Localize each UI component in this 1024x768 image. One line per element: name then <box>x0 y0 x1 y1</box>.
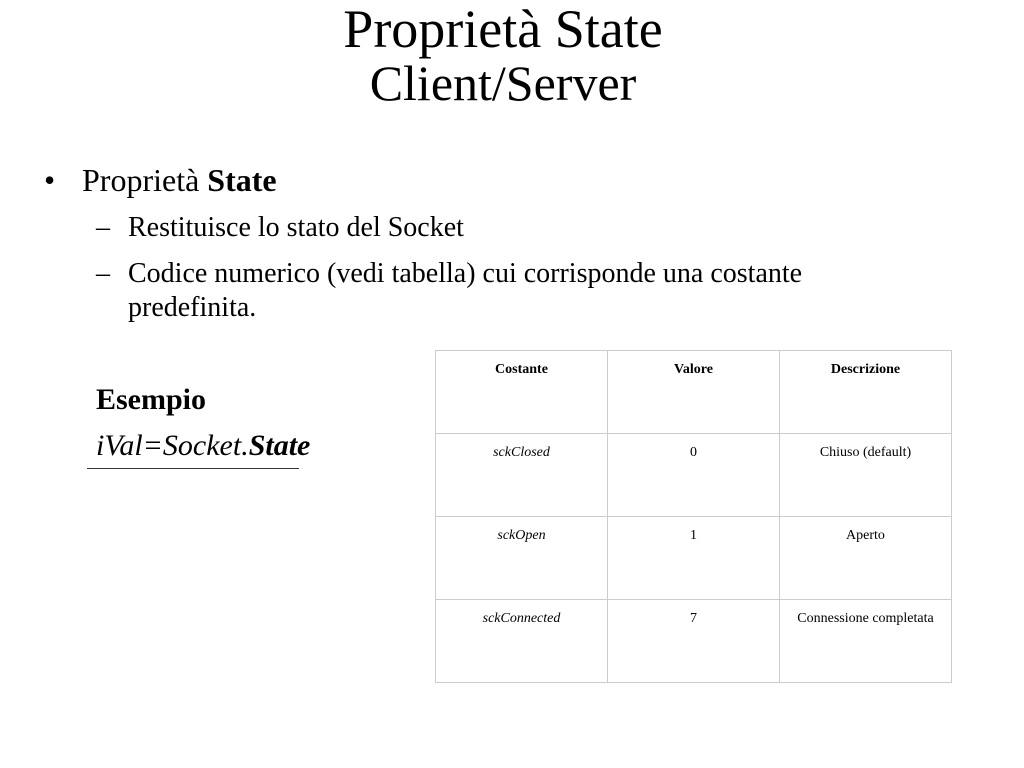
sub-item <box>96 257 868 325</box>
table-row <box>436 600 952 683</box>
table-row <box>436 517 952 600</box>
sub-item <box>96 211 868 245</box>
dash-icon: – <box>96 212 110 243</box>
state-table <box>435 350 952 683</box>
table-cell-description: Aperto <box>780 517 952 600</box>
table-cell-description: Chiuso (default) <box>780 434 952 517</box>
example-code <box>96 426 310 466</box>
table-cell-value: 1 <box>608 517 780 600</box>
example-label: Esempio <box>96 383 207 416</box>
table-header-cell: Valore <box>608 351 780 434</box>
table-cell-description: Connessione completata <box>780 600 952 683</box>
table-cell-constant: sckOpen <box>436 517 608 600</box>
slide-title <box>0 2 1006 110</box>
example-code-bold: State <box>248 429 311 462</box>
bullet-icon: • <box>44 162 56 198</box>
table-cell-value: 0 <box>608 434 780 517</box>
bullet-item <box>44 160 277 200</box>
bullet-text: Proprietà <box>82 162 208 198</box>
sub-item-text: Codice numerico (vedi tabella) cui corrisponde una costante predefinita. <box>128 258 803 323</box>
table-cell-constant: sckConnected <box>436 600 608 683</box>
table-cell-value: 7 <box>608 600 780 683</box>
table-cell-constant: sckClosed <box>436 434 608 517</box>
title-line-2: Client/Server <box>369 55 637 111</box>
dash-icon: – <box>96 258 110 289</box>
sub-item-text: Restituisce lo stato del Socket <box>128 212 464 243</box>
title-line-1: Proprietà State <box>343 0 663 59</box>
example-code-prefix: iVal=Socket. <box>96 429 249 462</box>
table-header-cell: Descrizione <box>780 351 952 434</box>
example-underline <box>87 468 299 469</box>
table-row <box>436 434 952 517</box>
table-header-cell: Costante <box>436 351 608 434</box>
table-header-row <box>436 351 952 434</box>
bullet-text-bold: State <box>207 162 277 198</box>
